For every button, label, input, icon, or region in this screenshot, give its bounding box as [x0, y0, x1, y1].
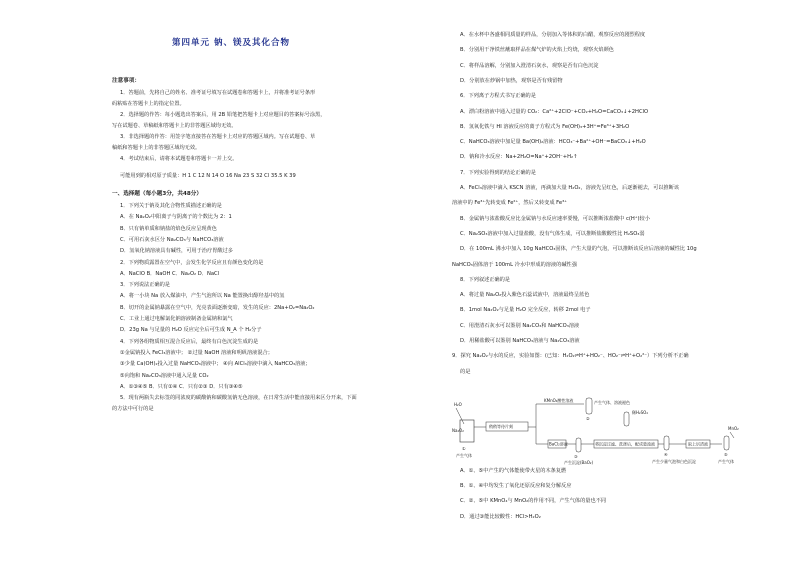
question-line: B．只有钠单质和钠盐的焰色反应呈现黄色 — [120, 225, 217, 232]
notice-item: 3．非选择题的作答：用签字笔直接答在答题卡上对应的答题区域内。写在试题卷、草 — [120, 134, 316, 140]
step5-label: 稀H₂SO₄ — [632, 410, 648, 415]
question-line: B．分别用干净铁丝蘸取样品在煤气炉的火焰上灼烧，观察火焰颜色 — [460, 47, 614, 54]
question-line: D．23g Na 与足量的 H₂O 反应完全后可生成 N_A 个 H₂分子 — [120, 327, 262, 334]
question-line: 的方法中可行的是 — [112, 406, 154, 413]
question-line: C．工业上通过电解氯化钠溶液制备金属钠和氯气 — [120, 316, 233, 322]
notice-item: 1．答题前，先将自己的姓名、准考证号填写在试题卷和答题卡上，并将准考证号条形 — [120, 90, 316, 96]
step2-label: KMnO₄酸性溶液 — [544, 398, 574, 403]
notice-item: 稿纸和答题卡上的非答题区域均无效。 — [112, 145, 201, 151]
question-line: C．Na₂SO₃溶液中加入过量盐酸，没有气体生成，可以推断盐酸酸性比 H₂SO₃弱 — [460, 230, 645, 237]
notice-item: 4．考试结束后，请将本试题卷和答题卡一并上交。 — [120, 156, 238, 162]
section-heading: 一、选择题（每小题3分，共48分） — [112, 191, 202, 197]
question-line: 6．下列离子方程式书写正确的是 — [460, 93, 536, 100]
question-line: ⑤向饱和 Na₂CO₃溶液中通入足量 CO₂ — [120, 372, 209, 379]
question-line: 5．现有两瓶失去标签的同浓度的碳酸钠和碳酸氢钠无色溶液，在日常生活中能直接用来区分开来，下面 — [120, 395, 357, 402]
question-line: C．用澄清石灰水可以鉴别 Na₂CO₃和 NaHCO₃溶液 — [460, 322, 580, 329]
question-line: A．FeCl₃溶液中滴入 KSCN 溶液，再滴加大量 H₂O₂，溶液先呈红色，后逐渐褪去，可以推断该 — [460, 185, 680, 191]
question-line: 7．下列实验得到的结论正确的是 — [460, 169, 536, 176]
question-line: 9．探究 Na₂O₂与水的反应，实验如图：(已知：H₂O₂⇌H⁺+HO₂⁻、HO₂⁻⇌H⁺+O₂²⁻）下列分析不正确 — [452, 353, 689, 360]
question-line: D．在 100mL 沸水中加入 10g NaHCO₃固体，产生大量的气泡，可以推断该反应后溶液的碱性比 10g — [460, 246, 697, 253]
notice-item: 2．选择题的作答：每小题选出答案后，用 2B 铅笔把答题卡上对应题目的答案标号涂黑， — [120, 112, 326, 118]
reagent1-label: H₂O — [454, 402, 462, 407]
circle-2: ② — [586, 416, 590, 421]
question-line: 的是 — [460, 368, 471, 375]
filter-label: 将沉淀过滤、洗涤后，配成悬浊液 — [595, 441, 655, 447]
question-line: A．将一小块 Na 放入煤油中，产生气泡所以 Na 能置换出醇羟基中的氢 — [120, 293, 285, 300]
q9-option: D．通过③能比较酸性：HCl>H₂O₂ — [460, 513, 541, 520]
q9-option: B．①、④中均发生了氧化还原反应和复分解反应 — [460, 483, 572, 490]
page-title: 第四单元 钠、镁及其化合物 — [172, 38, 290, 48]
q9-option: C．②、⑤中 KMnO₄与 MnO₂的作用不同，产生气体的量也不同 — [460, 498, 607, 505]
question-line: 溶液中的 Fe³⁺先转变成 Fe²⁺，然后又转变成 Fe³⁺ — [452, 200, 567, 207]
question-line: A．将过量 Na₂O₂投入紫色石蕊试液中，溶液最终呈蓝色 — [460, 292, 590, 299]
question-line: ①金属钠投入 FeCl₃溶液中； ②过量 NaOH 溶液和明矾溶液混合； — [120, 349, 273, 356]
question-line: B．切开的金属钠暴露在空气中，光亮表面逐渐变暗，发生的反应：2Na+O₂=Na₂O₂ — [120, 304, 315, 311]
tube4-label: 产生气体 — [718, 459, 734, 464]
question-line: B．氢氧化铁与 HI 溶液反应的离子方程式为 Fe(OH)₃+3H⁺=Fe³⁺+3H₂O — [460, 123, 630, 130]
step4-label: 取上层清液 — [688, 441, 708, 447]
question-line: B．金属钠与浓盐酸反应比金属钠与水反应速率要慢，可以推断浓盐酸中 c(H⁺)较小 — [460, 215, 650, 222]
notice-item: 写在试题卷、草稿纸和答题卡上的非答题区域均无效。 — [112, 123, 237, 129]
question-line: B．1mol Na₂O₂与足量 H₂O 完全反应，转移 2mol 电子 — [460, 307, 591, 314]
q9-option: A．①、⑤中产生的气体能使带火星的木条复燃 — [460, 468, 567, 474]
question-line: ③少量 Ca(OH)₂投入过量 NaHCO₃溶液中； ④向 AlCl₃溶液中滴入 NaHCO₃溶液； — [120, 361, 311, 368]
experiment-diagram — [452, 394, 752, 466]
question-line: D．用稀盐酸可以鉴别 NaHCO₃溶液与 Na₂CO₃溶液 — [460, 338, 580, 344]
circle-1: ① — [462, 446, 466, 451]
question-line: C．NaHCO₃溶液中加足量 Ba(OH)₂溶液：HCO₃⁻+Ba²⁺+OH⁻=BaCO₃↓+H₂O — [460, 139, 646, 146]
question-line: D．分别放在炒锅中加热，观察是否有残留物 — [460, 77, 563, 84]
tube5-label: 产生气体、溶液褪色 — [594, 400, 630, 405]
question-line: 1．下列关于钠及其化合物性质描述正确的是 — [120, 203, 222, 209]
question-line: D．氢氧化钠溶液具有碱性，可用于治疗胃酸过多 — [120, 248, 233, 255]
circle-4: ④ — [664, 452, 668, 457]
question-line: A．漂白粉溶液中通入过量的 CO₂：Ca²⁺+2ClO⁻+CO₂+H₂O=CaCO₃↓+2HClO — [460, 108, 649, 115]
step1-label: 稍稍等待片刻 — [489, 424, 513, 429]
step6-label: MnO₂ — [728, 426, 739, 431]
question-line: D．钠和冷水反应：Na+2H₂O=Na⁺+2OH⁻+H₂↑ — [460, 154, 578, 161]
circle-5: ⑤ — [724, 452, 728, 457]
question-line: A．①③④⑤ B．只有①④ C．只有②③ D．只有③④⑤ — [120, 383, 243, 390]
notice-item: 码粘贴在答题卡上的指定位置。 — [112, 101, 185, 107]
question-line: 2．下列物质露置在空气中，会发生化学反应且有颜色变化的是 — [120, 259, 264, 266]
tube1-label: 产生气体 — [456, 453, 472, 458]
question-line: 8．下列叙述正确的是 — [460, 276, 510, 283]
question-line: A．在 Na₂O₂中阳离子与阴离子的个数比为 2：1 — [120, 214, 232, 221]
question-line: A．在水杯中各盛相同质量的样品，分别加入等体积的白醋，观察反应的剧烈程度 — [460, 32, 646, 38]
reagent2-label: Na₂O₂ — [452, 428, 464, 433]
beaker-icon — [456, 408, 474, 442]
question-line: A．NaClO B．NaOH C．Na₂O₂ D．NaCl — [120, 270, 220, 277]
question-line: 4．下列各组物质相互混合反应后，最终有白色沉淀生成的是 — [120, 338, 259, 345]
circle-3: ③ — [574, 454, 578, 459]
tube3-label: 产生少量气泡和白色沉淀 — [652, 459, 696, 464]
notice-heading: 注意事项： — [112, 78, 140, 84]
question-line: C．将样品溶解，分别加入澄清石灰水，观察是否有白色沉淀 — [460, 62, 599, 69]
question-line: NaHCO₃固体溶于 100mL 冷水中形成的溶液的碱性强 — [452, 261, 577, 268]
question-line: C．可用石灰水区分 Na₂CO₃与 NaHCO₃溶液 — [120, 236, 224, 243]
atomic-masses: 可能用到的相对原子质量：H 1 C 12 N 14 O 16 Na 23 S 32 Cl 35.5 K 39 — [120, 173, 296, 179]
tube-icon — [586, 398, 592, 414]
tube2-label: 产生沉淀(BaO₂) — [564, 460, 594, 465]
step3-label: BaCl₂溶液 — [549, 441, 568, 447]
question-line: 3．下列说法正确的是 — [120, 282, 170, 289]
